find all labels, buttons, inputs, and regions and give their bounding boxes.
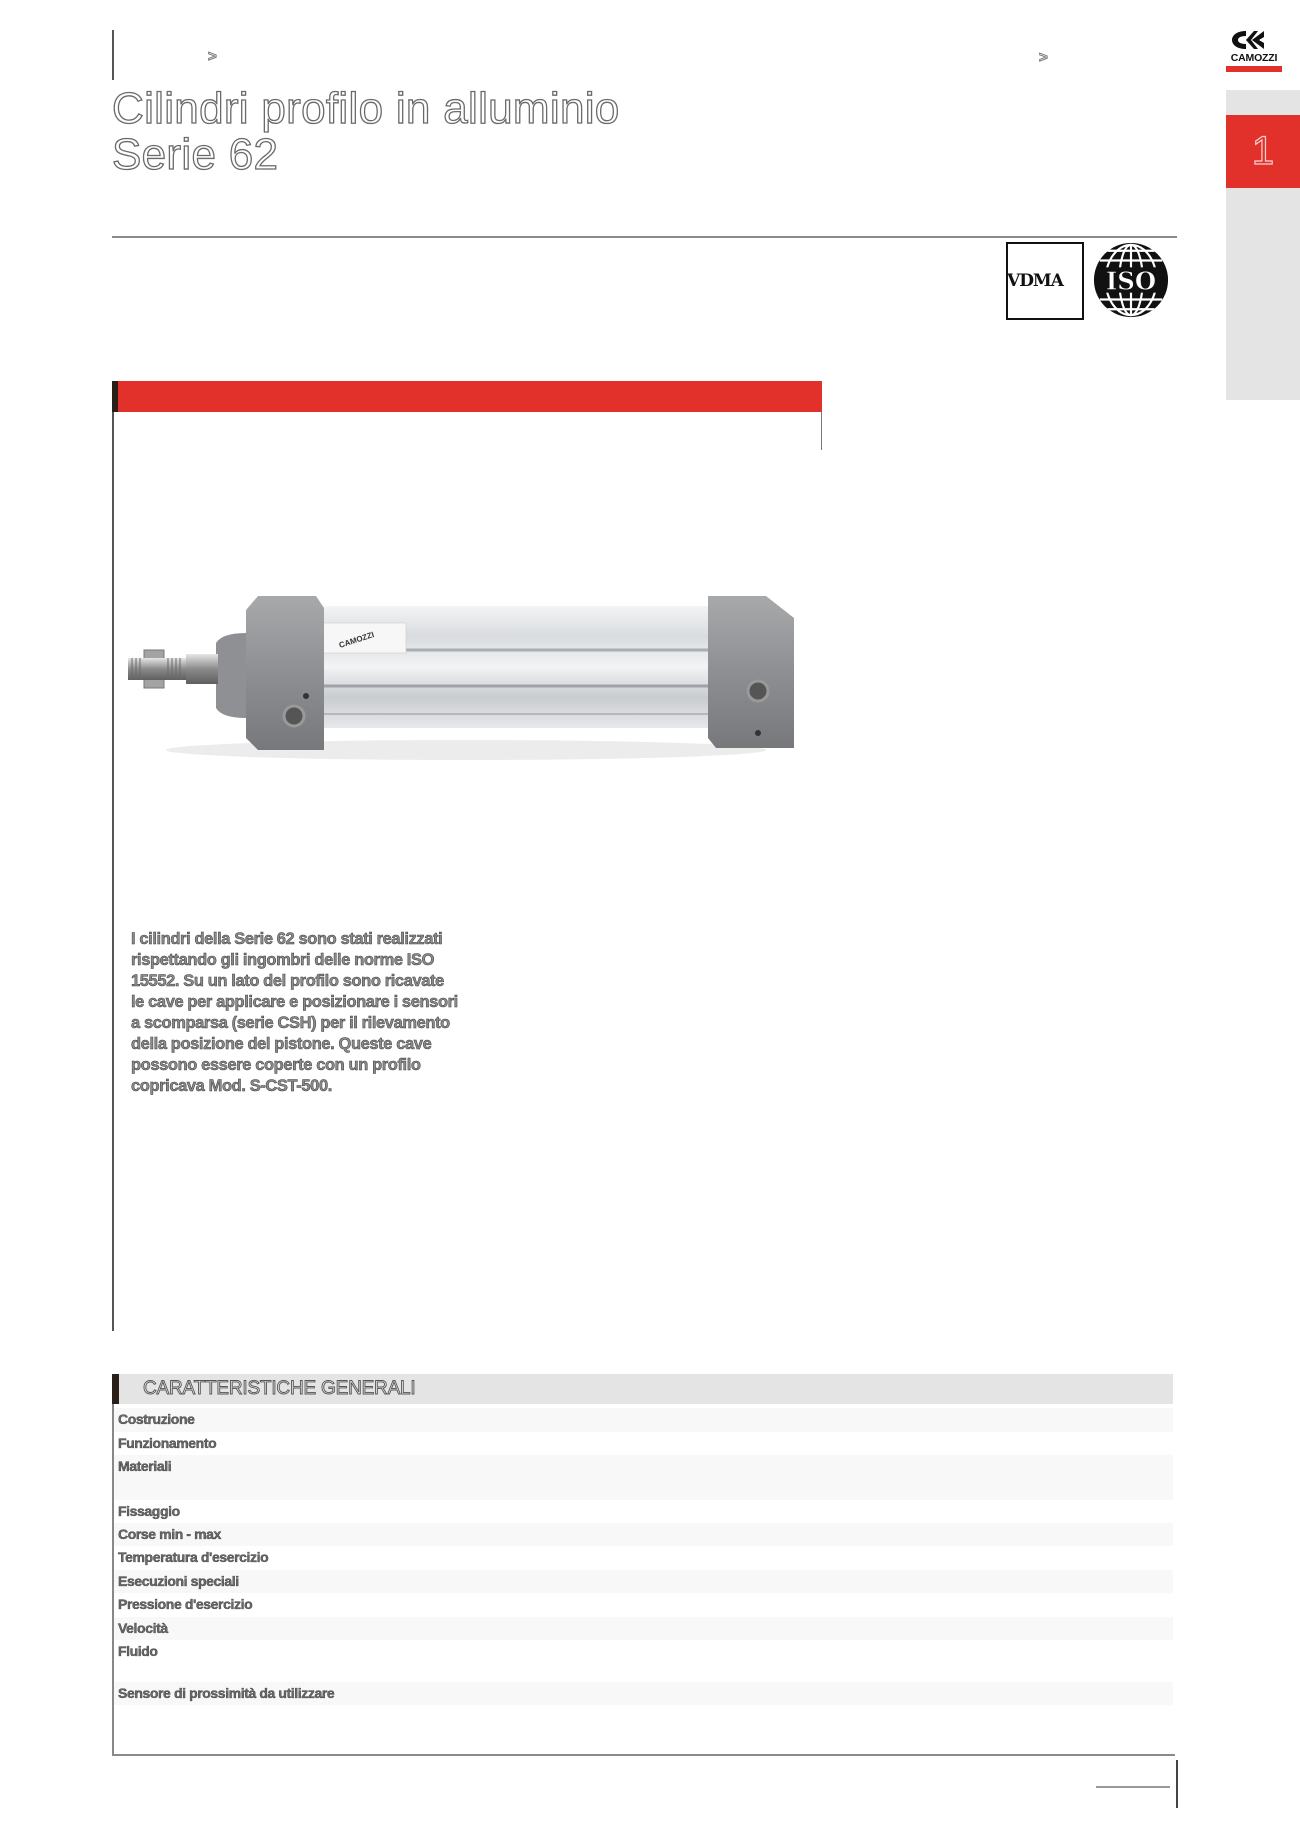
title-divider: [112, 236, 1177, 238]
table-row: [114, 1455, 1173, 1500]
chapter-tab-active: [1226, 115, 1300, 188]
table-row: [114, 1500, 1173, 1523]
row-label: Costruzione: [118, 1411, 195, 1427]
section-right-divider: [821, 412, 822, 450]
table-row: [114, 1593, 1173, 1617]
row-label: Esecuzioni speciali: [118, 1573, 239, 1589]
row-label: Sensore di prossimità da utilizzare: [118, 1685, 335, 1701]
logo-underline: [1226, 66, 1282, 72]
iso-label: ISO: [1105, 266, 1157, 296]
table-row: [114, 1640, 1173, 1682]
footer-page-rule: [1096, 1786, 1170, 1788]
chapter-number: 1: [1251, 129, 1275, 173]
table-row: [114, 1682, 1173, 1705]
iso-globe-icon: [1092, 241, 1170, 319]
row-label: Materiali: [118, 1458, 172, 1474]
section-header-accent: [112, 381, 118, 412]
characteristics-header: [112, 1374, 1173, 1404]
brand-name: CAMOZZI: [1230, 52, 1278, 64]
camozzi-logo: [1224, 28, 1284, 74]
row-label: Funzionamento: [118, 1435, 217, 1451]
characteristics-title: CARATTERISTICHE GENERALI: [143, 1378, 416, 1399]
table-row: [114, 1523, 1173, 1546]
characteristics-header-accent: [112, 1374, 119, 1404]
table-row: [114, 1408, 1173, 1432]
vdma-label: VDMA: [1007, 271, 1063, 291]
table-row: [114, 1617, 1173, 1640]
product-image-cylinder: [126, 588, 806, 768]
product-label-brand: CAMOZZI: [337, 630, 376, 650]
header-left-divider: [112, 30, 114, 80]
table-row: [114, 1432, 1173, 1455]
section-left-divider: [112, 412, 114, 1331]
chapter-tab[interactable]: [1226, 90, 1300, 400]
product-description: I cilindri della Serie 62 sono stati realizzati rispettando gli ingombri delle norme ISO 15552. Su un lato del profilo sono ricavate le cave per applicare e posizionare i sensori a scomparsa (serie CSH) per il rilevamento della posizione del pistone. Queste cave possono essere coperte con un profilo copricava Mod. S-CST-500.: [131, 930, 458, 1095]
footer-right-divider: [1176, 1760, 1178, 1808]
row-label: Fluido: [118, 1643, 158, 1659]
table-bottom-border: [112, 1754, 1175, 1756]
page-title: [112, 86, 620, 178]
table-left-border: [112, 1404, 114, 1756]
page-title-line: Cilindri profilo in alluminio: [112, 84, 620, 133]
table-row: [114, 1546, 1173, 1570]
section-header-bar: [112, 381, 822, 412]
breadcrumb-separator: >: [208, 48, 217, 65]
row-label: Corse min - max: [118, 1526, 221, 1542]
table-row: [114, 1570, 1173, 1593]
row-label: Fissaggio: [118, 1503, 180, 1519]
row-label: Velocità: [118, 1620, 168, 1636]
page-title-line: Serie 62: [112, 130, 279, 179]
row-label: Temperatura d'esercizio: [118, 1549, 269, 1565]
camozzi-mark-icon: [1224, 28, 1284, 52]
row-label: Pressione d'esercizio: [118, 1596, 253, 1612]
breadcrumb-separator: >: [1039, 49, 1048, 66]
